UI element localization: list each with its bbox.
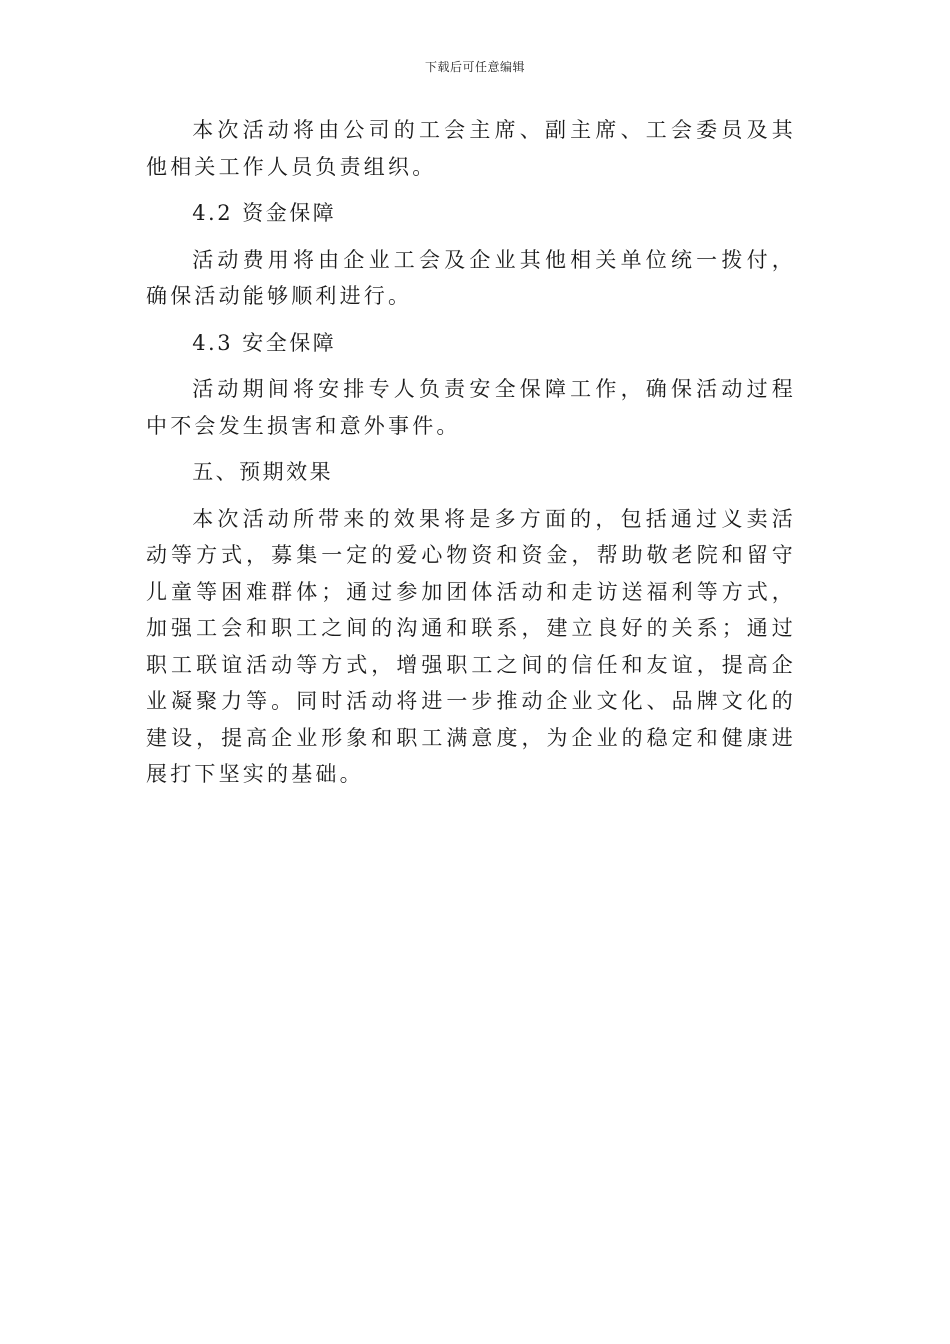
document-body (146, 112, 796, 793)
page-header: 下载后可任意编辑 (424, 60, 525, 74)
paragraph-expected-effects: 本次活动所带来的效果将是多方面的，包括通过义卖活动等方式，募集一定的爱心物资和资金，帮助敬老院和留守儿童等困难群体；通过参加团体活动和走访送福利等方式，加强工会和职工之间的沟通和联系，建立良好的关系；通过职工联谊活动等方式，增强职工之间的信任和友谊，提高企业凝聚力等。同时活动将进一步推动企业文化、品牌文化的建设，提高企业形象和职工满意度，为企业的稳定和健康进展打下坚实的基础。 (146, 506, 796, 786)
section-heading-expected-effects: 五、预期效果 (192, 460, 334, 484)
section-heading-funding: 4.2 资金保障 (192, 201, 337, 225)
paragraph-funding: 活动费用将由企业工会及企业其他相关单位统一拨付，确保活动能够顺利进行。 (146, 247, 796, 308)
section-heading-safety: 4.3 安全保障 (192, 330, 337, 355)
paragraph-safety: 活动期间将安排专人负责安全保障工作，确保活动过程中不会发生损害和意外事件。 (146, 377, 796, 438)
paragraph-organization: 本次活动将由公司的工会主席、副主席、工会委员及其他相关工作人员负责组织。 (146, 118, 796, 179)
